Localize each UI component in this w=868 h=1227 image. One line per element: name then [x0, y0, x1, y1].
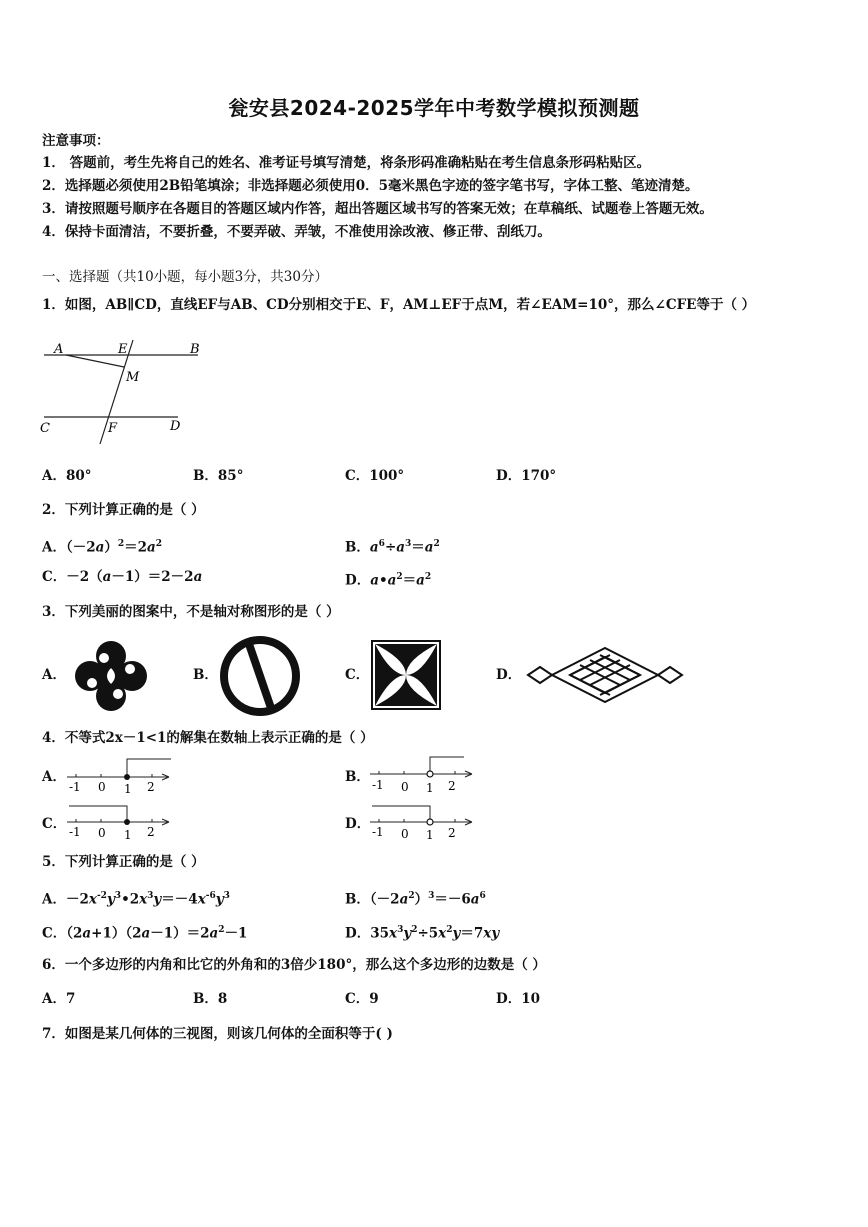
svg-text:1: 1	[124, 782, 132, 795]
q2-option-c: C．－2（a－1）＝2－2a	[42, 569, 203, 585]
notice-item-4: 4．保持卡面清洁，不要折叠，不要弄破、弄皱，不准使用涂改液、修正带、刮纸刀。	[42, 224, 551, 240]
q5-option-c: C．$(2a+1)(2a-1)=2a^2-1$	[42, 925, 248, 942]
svg-text:1: 1	[426, 781, 434, 795]
svg-text:-1: -1	[372, 778, 384, 792]
svg-text:-1: -1	[372, 825, 384, 839]
q1-option-b: B．85°	[193, 468, 244, 484]
q5-option-b: B．$(-2a^2)^3=-6a^6$	[345, 891, 486, 908]
q3-label-a: A．	[42, 667, 66, 683]
q2-option-d: D．$a•a^2=a^2$	[345, 572, 432, 589]
section-heading: 一、选择题（共10小题，每小题3分，共30分）	[42, 269, 328, 285]
svg-text:0: 0	[98, 780, 106, 794]
q6-option-c: C．9	[345, 991, 379, 1007]
q7-stem: 7．如图是某几何体的三视图，则该几何体的全面积等于( )	[42, 1026, 393, 1042]
notice-item-3: 3．请按照题号顺序在各题目的答题区域内作答，超出答题区域书写的答案无效；在草稿纸、试题卷上答题无效。	[42, 201, 713, 217]
svg-text:0: 0	[401, 827, 409, 841]
q3-label-d: D．	[496, 667, 522, 683]
label-b: B	[190, 342, 200, 357]
q1-stem: 1．如图，AB∥CD，直线EF与AB、CD分别相交于E、F，AM⊥EF于点M，若∠EAM=10°，那么∠CFE等于（ ）	[42, 297, 756, 313]
notice-heading: 注意事项：	[42, 133, 110, 149]
q4-number-line-a	[63, 755, 175, 795]
q4-number-line-d	[366, 800, 478, 842]
q3-stem: 3．下列美丽的图案中，不是轴对称图形的是（ ）	[42, 604, 340, 620]
q3-label-c: C．	[345, 667, 370, 683]
q1-option-d: D．170°	[496, 468, 557, 484]
label-d: D	[170, 419, 181, 434]
svg-text:2: 2	[448, 826, 456, 840]
q1-option-a: A．80°	[42, 468, 92, 484]
label-m: M	[126, 370, 140, 385]
svg-text:-1: -1	[69, 825, 81, 839]
q2-option-b: B．$a^6\div a^3=a^2$	[345, 539, 440, 556]
notice-item-2: 2．选择题必须使用2B铅笔填涂；非选择题必须使用0．5毫米黑色字迹的签字笔书写，字体工整、笔迹清楚。	[42, 178, 699, 194]
q5-option-a: A．$-2x^{-2}y^3•2x^3y=-4x^{-6}y^3$	[42, 891, 230, 908]
q1-parallel-lines-figure	[38, 334, 204, 450]
q4-label-b: B．	[345, 769, 370, 785]
label-a: A	[54, 342, 64, 357]
pattern-d-knot-icon	[526, 645, 684, 705]
svg-text:0: 0	[98, 826, 106, 840]
q6-stem: 6．一个多边形的内角和比它的外角和的3倍少180°，那么这个多边形的边数是（ ）	[42, 957, 546, 973]
q4-label-c: C．	[42, 816, 67, 832]
q5-option-d: D．$35x^3y^2\div 5x^2y=7xy$	[345, 925, 500, 942]
q6-option-a: A．7	[42, 991, 76, 1007]
q4-number-line-b	[366, 755, 478, 795]
q4-label-a: A．	[42, 769, 66, 785]
svg-text:2: 2	[147, 780, 155, 794]
q4-label-d: D．	[345, 816, 371, 832]
pattern-c-square-petals-icon	[371, 640, 441, 710]
q2-stem: 2．下列计算正确的是（ ）	[42, 502, 205, 518]
pattern-b-circle-slash-icon	[218, 634, 302, 718]
q4-number-line-c	[63, 800, 175, 842]
label-c: C	[40, 421, 50, 436]
svg-text:1: 1	[426, 828, 434, 842]
q3-label-b: B．	[193, 667, 218, 683]
page-title: 瓮安县2024-2025学年中考数学模拟预测题	[228, 96, 640, 120]
svg-text:2: 2	[147, 825, 155, 839]
svg-text:-1: -1	[69, 780, 81, 794]
label-e: E	[118, 342, 128, 357]
q4-stem: 4．不等式2x－1<1的解集在数轴上表示正确的是（ ）	[42, 730, 374, 746]
q5-stem: 5．下列计算正确的是（ ）	[42, 854, 205, 870]
q2-option-a: A．$(-2a)^2=2a^2$	[42, 539, 163, 556]
q6-option-b: B．8	[193, 991, 228, 1007]
label-f: F	[108, 421, 118, 436]
pattern-a-swirl-icon	[70, 638, 152, 714]
svg-text:2: 2	[448, 779, 456, 793]
notice-item-1: 1． 答题前，考生先将自己的姓名、准考证号填写清楚，将条形码准确粘贴在考生信息条形码粘贴区。	[42, 155, 651, 171]
q1-option-c: C．100°	[345, 468, 405, 484]
svg-text:1: 1	[124, 828, 132, 842]
svg-text:0: 0	[401, 780, 409, 794]
segment-am	[66, 355, 124, 367]
q6-option-d: D．10	[496, 991, 540, 1007]
